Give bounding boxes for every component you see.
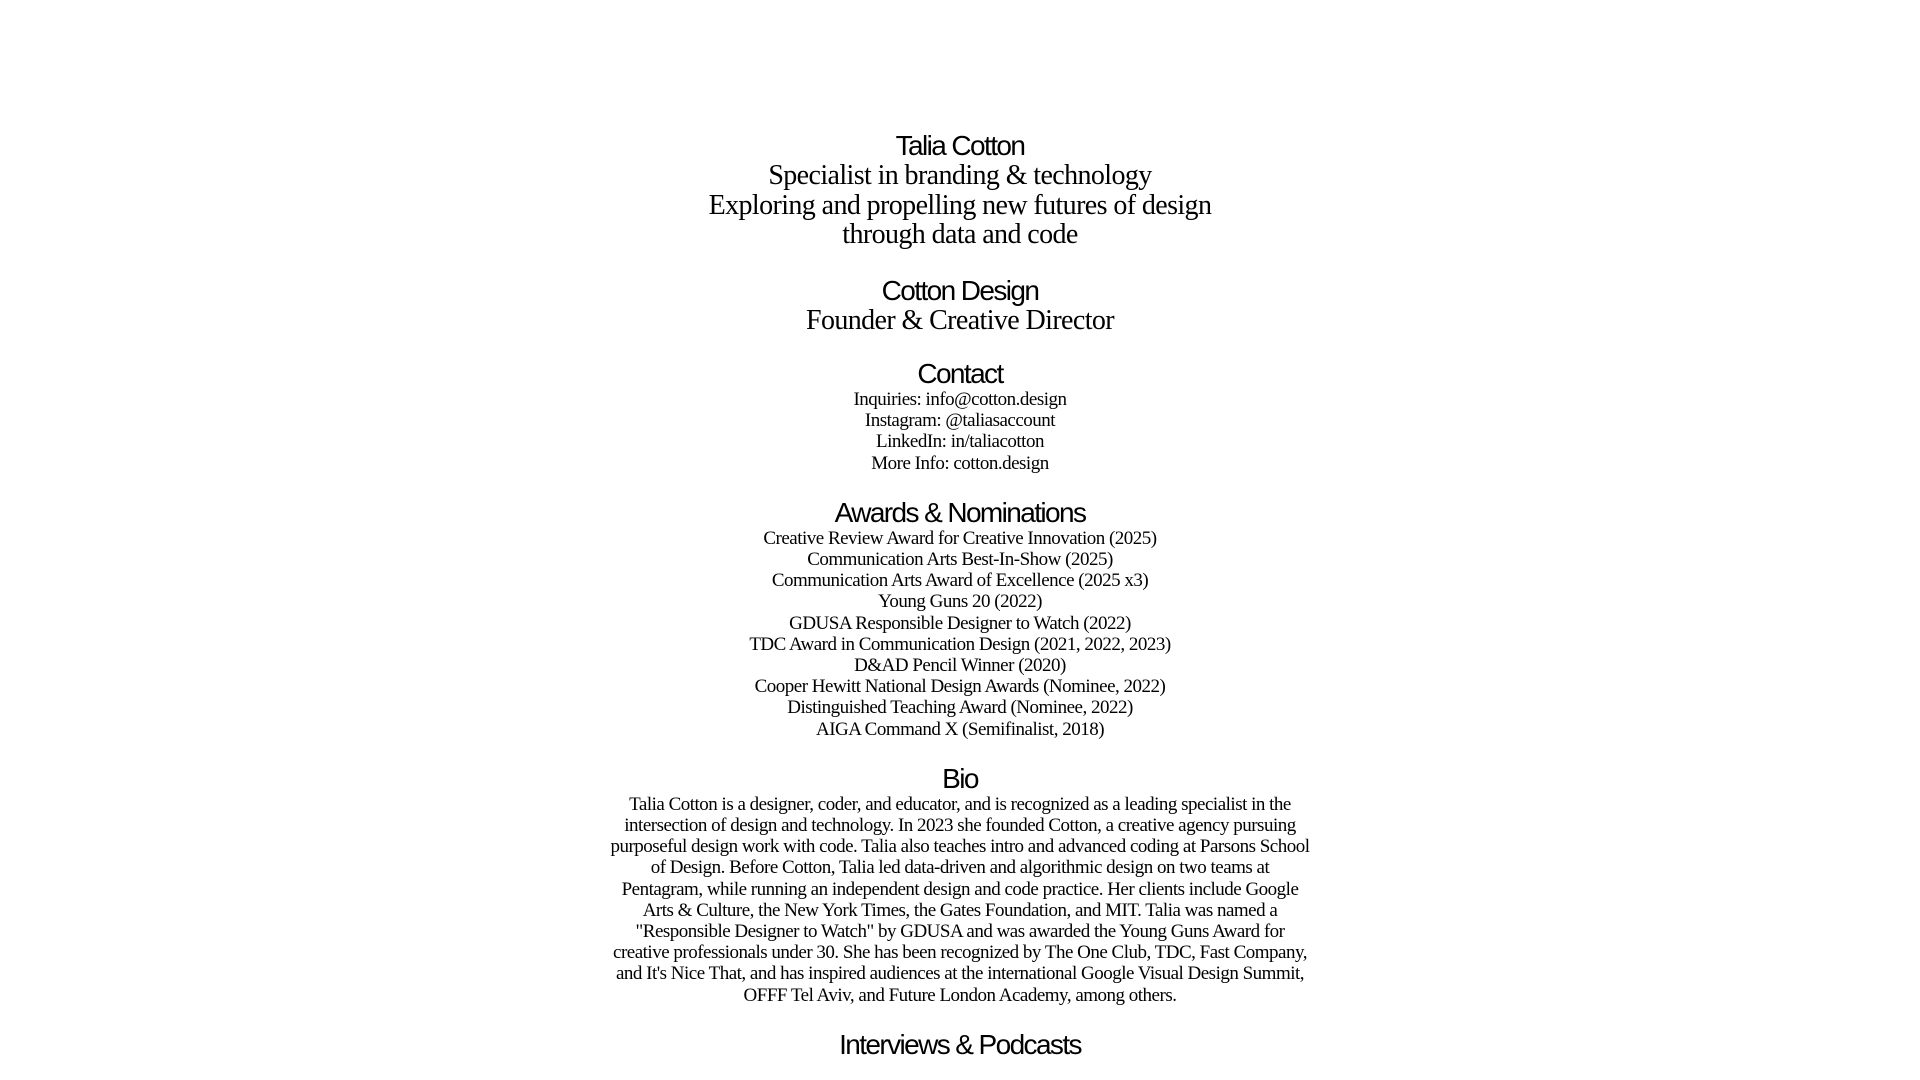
contact-linkedin-link[interactable]: LinkedIn: in/taliacotton [876,431,1044,453]
contact-more-info-link[interactable]: More Info: cotton.design [871,452,1049,474]
contact-list [0,389,1920,474]
contact-inquiries-link[interactable]: Inquiries: info@cotton.design [853,389,1067,410]
awards-heading: Awards & Nominations [834,496,1086,528]
award-item: Creative Review Award for Creative Innovation (2025) [763,527,1157,549]
bio-section [0,764,1920,1006]
award-item: Cooper Hewitt National Design Awards (Nominee, 2022) [754,676,1166,698]
award-item: TDC Award in Communication Design (2021, 2022, 2023) [749,633,1171,655]
company-section [0,276,1920,336]
hero-tagline: Specialist in branding & technology [768,160,1152,191]
contact-heading: Contact [917,358,1003,389]
award-item: D&AD Pencil Winner (2020) [854,655,1066,677]
bio-heading: Bio [942,762,978,794]
bio-text: Talia Cotton is a designer, coder, and educator, and is recognized as a leading specialist in the intersection of design and technology. In 2023 she founded Cotton, a creative agency pursuing purposeful design work with code. Talia also teaches intro and advanced coding at Parsons School of Design. Before Cotton, Talia led data-driven and algorithmic design on two teams at Pentagram, while running an independent design and code practice. Her clients include Google Arts & Culture, the New York Times, the Gates Foundation, and MIT. Talia was named a "Responsible Designer to Watch" by GDUSA and was awarded the Young Guns Award for creative professionals under 30. She has been recognized by The One Club, TDC, Fast Company, and It's Nice That, and has inspired audiences at the international Google Visual Design Summit, OFFF Tel Aviv, and Future London Academy, among others. [610,793,1310,1006]
awards-list [0,528,1920,740]
award-item: AIGA Command X (Semifinalist, 2018) [815,718,1105,740]
hero-mission-line-1: Exploring and propelling new futures of design [708,189,1212,221]
award-item: Young Guns 20 (2022) [878,591,1042,613]
contact-section [0,359,1920,474]
awards-section [0,498,1920,740]
award-item: Distinguished Teaching Award (Nominee, 2022) [787,697,1133,719]
company-role: Founder & Creative Director [805,304,1115,336]
interviews-section [0,1030,1920,1060]
contact-instagram-link[interactable]: Instagram: @taliasaccount [864,410,1056,432]
interviews-heading: Interviews & Podcasts [839,1028,1081,1060]
hero [0,131,1920,250]
main-content [0,131,1920,1060]
company-name: Cotton Design [881,274,1039,306]
award-item: Communication Arts Award of Excellence (2025 x3) [771,570,1149,592]
award-item: GDUSA Responsible Designer to Watch (2022) [789,612,1131,634]
hero-name: Talia Cotton [895,130,1025,161]
hero-mission-line-2: through data and code [842,219,1078,250]
award-item: Communication Arts Best-In-Show (2025) [807,549,1113,571]
